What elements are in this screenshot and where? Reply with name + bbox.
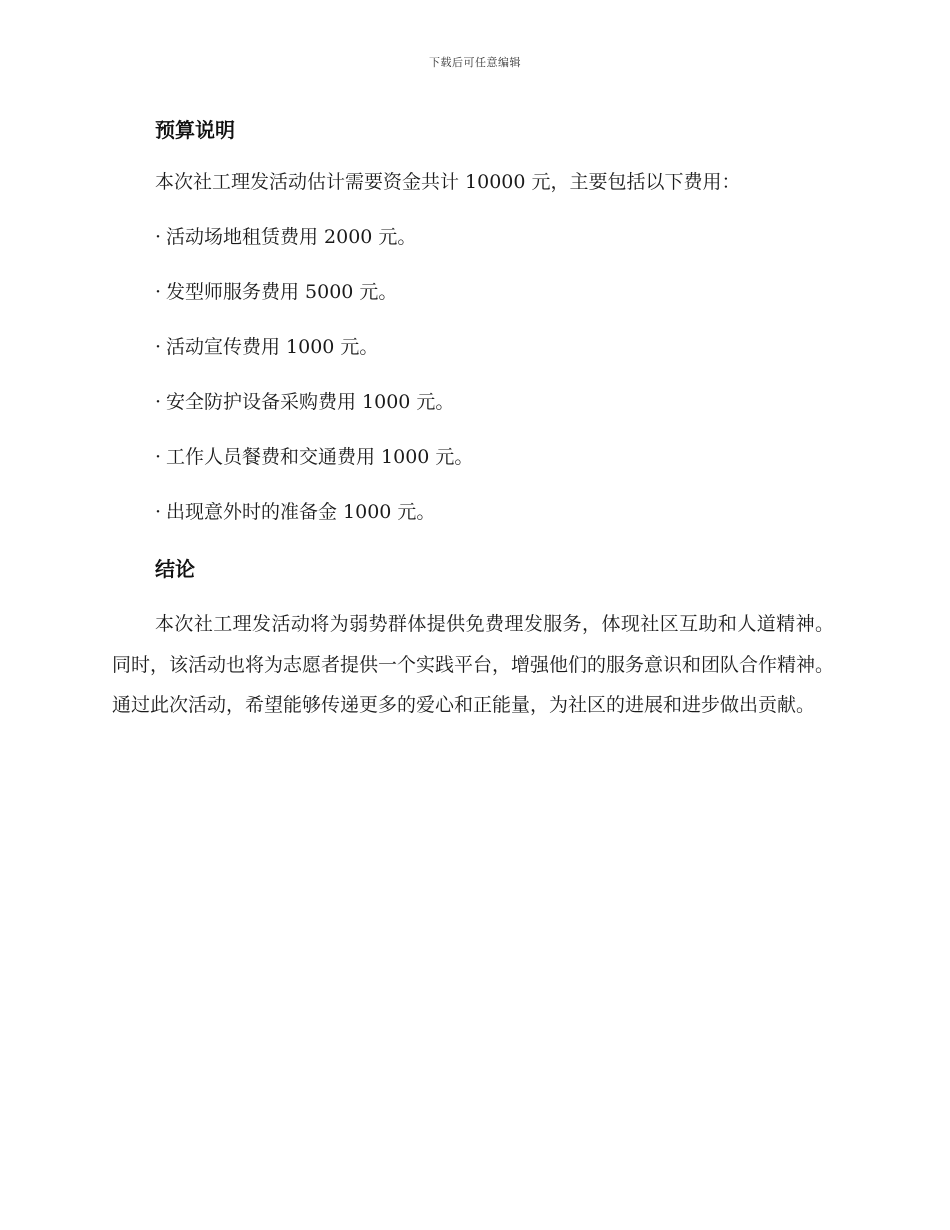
budget-item-text: 活动场地租赁费用 2000 元。: [166, 226, 417, 248]
bullet-icon: ·: [155, 281, 162, 303]
budget-item-text: 安全防护设备采购费用 1000 元。: [166, 391, 455, 413]
budget-item-text: 出现意外时的准备金 1000 元。: [166, 501, 436, 523]
budget-item-reserve: [155, 498, 435, 526]
bullet-icon: ·: [155, 391, 162, 413]
bullet-icon: ·: [155, 446, 162, 468]
budget-item-text: 活动宣传费用 1000 元。: [166, 336, 379, 358]
budget-item-staff: [155, 443, 473, 471]
conclusion-paragraph: 本次社工理发活动将为弱势群体提供免费理发服务，体现社区互助和人道精神。同时，该活动也将为志愿者提供一个实践平台，增强他们的服务意识和团队合作精神。通过此次活动，希望能够传递更多的爱心和正能量，为社区的进展和进步做出贡献。: [112, 613, 835, 716]
conclusion-heading: 结论: [155, 557, 195, 581]
budget-item-text: 发型师服务费用 5000 元。: [166, 281, 398, 303]
budget-intro: 本次社工理发活动估计需要资金共计 10000 元，主要包括以下费用：: [155, 171, 741, 193]
bullet-icon: ·: [155, 226, 162, 248]
budget-item-venue: [155, 223, 416, 251]
budget-heading: 预算说明: [155, 118, 235, 142]
budget-item-promotion: [155, 333, 378, 361]
budget-item-text: 工作人员餐费和交通费用 1000 元。: [166, 446, 474, 468]
budget-item-stylist: [155, 278, 397, 306]
page-header: 下载后可任意编辑: [429, 56, 521, 69]
bullet-icon: ·: [155, 501, 162, 523]
bullet-icon: ·: [155, 336, 162, 358]
budget-item-safety: [155, 388, 454, 416]
